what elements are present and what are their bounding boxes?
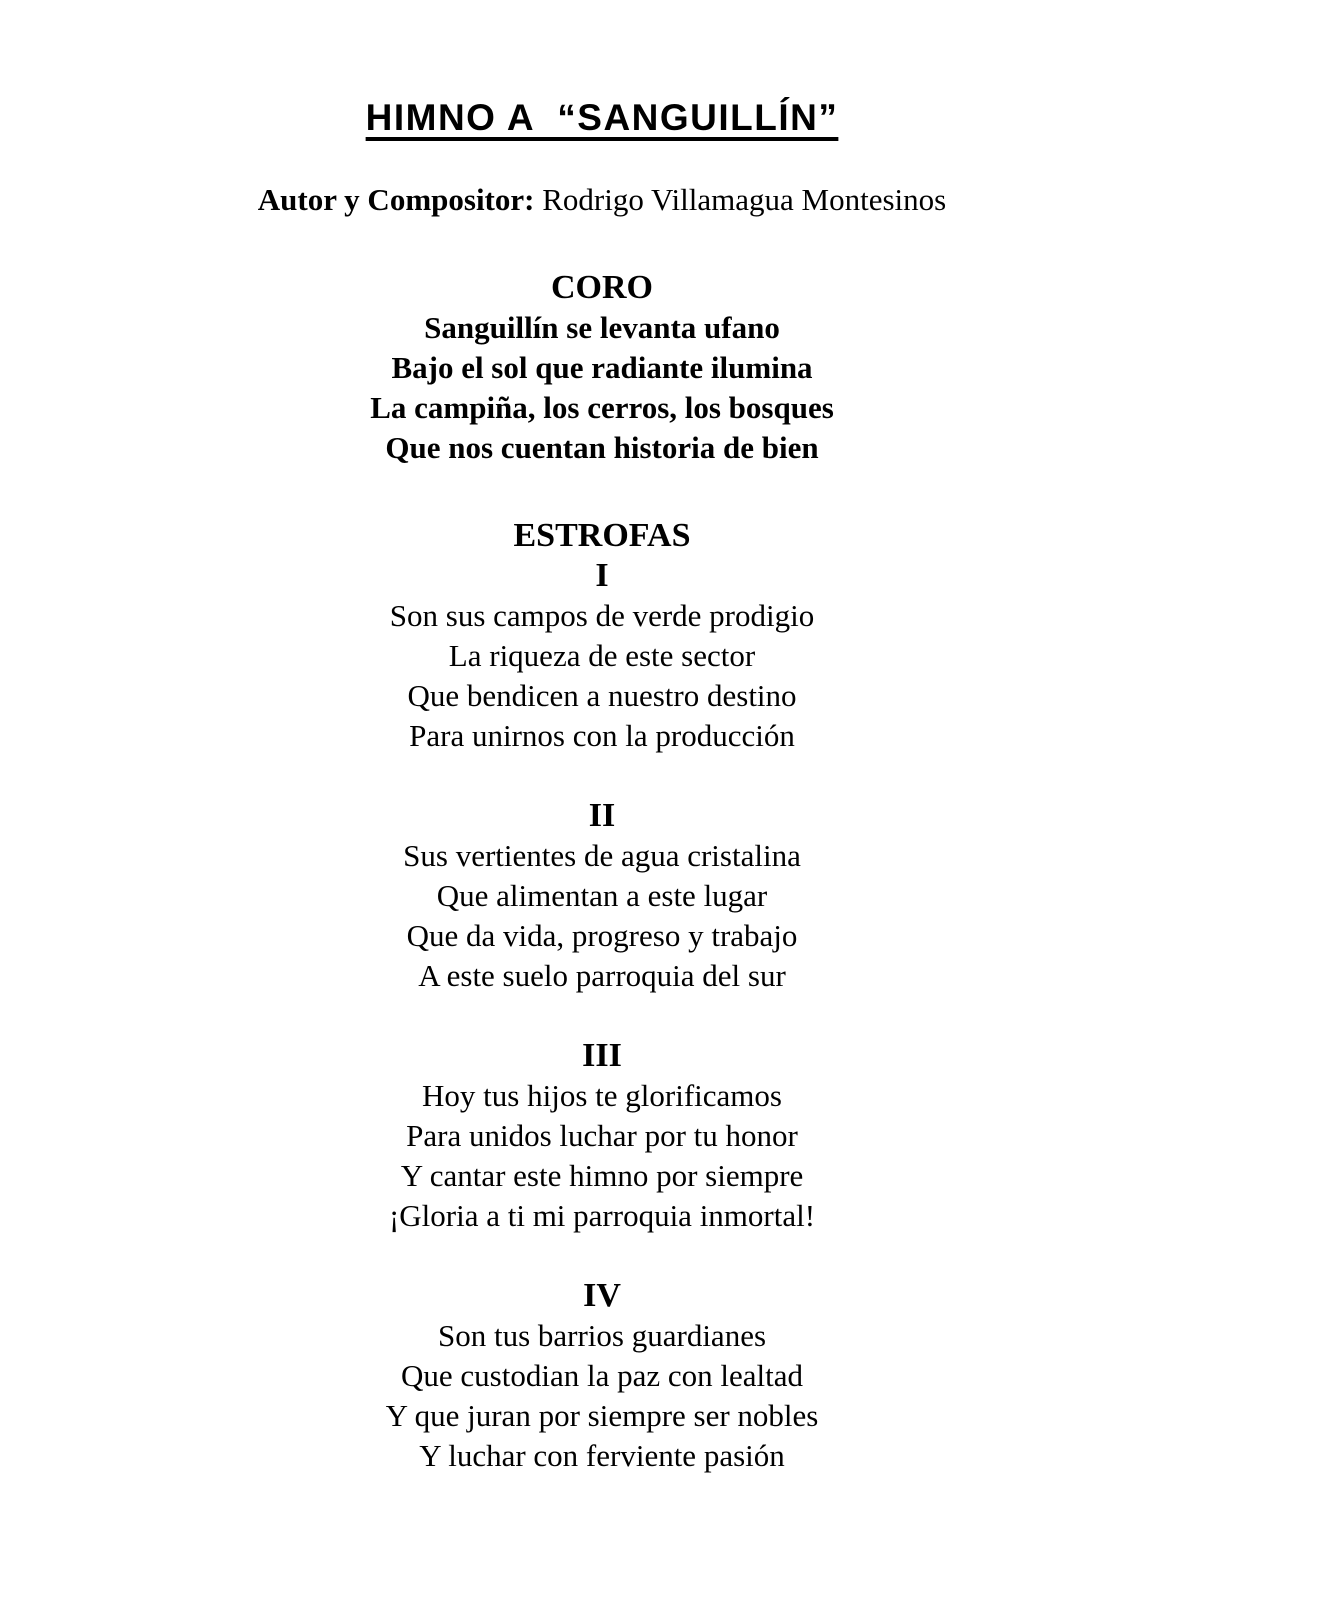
verse-line: A este suelo parroquia del sur [418,958,786,993]
stanza-3-number: III [582,1037,622,1074]
verse-line: ¡Gloria a ti mi parroquia inmortal! [388,1198,816,1233]
stanza-1-number: I [595,557,609,594]
verse-line: La campiña, los cerros, los bosques [370,390,834,425]
stanza-2-number: II [588,797,616,834]
verse-line: Que alimentan a este lugar [436,878,768,913]
verse-line: Que nos cuentan historia de bien [385,430,819,465]
estrofas-heading: ESTROFAS [513,517,691,554]
verse-line: Sus vertientes de agua cristalina [403,838,801,873]
stanza-1 [0,516,1204,756]
verse-line: Y cantar este himno por siempre [400,1158,804,1193]
verse-line: Y que juran por siempre ser nobles [385,1398,819,1433]
author-name: Rodrigo Villamagua Montesinos [542,182,947,217]
coro-heading: CORO [551,269,653,306]
author-line [0,180,1204,220]
stanza-3 [0,1036,1204,1236]
verse-line: Bajo el sol que radiante ilumina [391,350,813,385]
verse-line: Para unirnos con la producción [409,718,795,753]
verse-line: Para unidos luchar por tu honor [406,1118,798,1153]
verse-line: Que bendicen a nuestro destino [407,678,797,713]
verse-line: Sanguillín se levanta ufano [424,310,780,345]
verse-line: Son tus barrios guardianes [437,1318,767,1353]
verse-line: Y luchar con ferviente pasión [419,1438,785,1473]
page-title: HIMNO A “SANGUILLÍN” [365,97,839,138]
verse-line: Son sus campos de verde prodigio [389,598,815,633]
verse-line: Hoy tus hijos te glorificamos [422,1078,782,1113]
stanza-2 [0,796,1204,996]
stanza-4-number: IV [583,1277,621,1314]
verse-line: La riqueza de este sector [448,638,756,673]
verse-line: Que da vida, progreso y trabajo [406,918,798,953]
author-label: Autor y Compositor: [257,182,535,217]
coro-section [0,268,1204,468]
stanza-4 [0,1276,1204,1476]
verse-line: Que custodian la paz con lealtad [401,1358,803,1393]
